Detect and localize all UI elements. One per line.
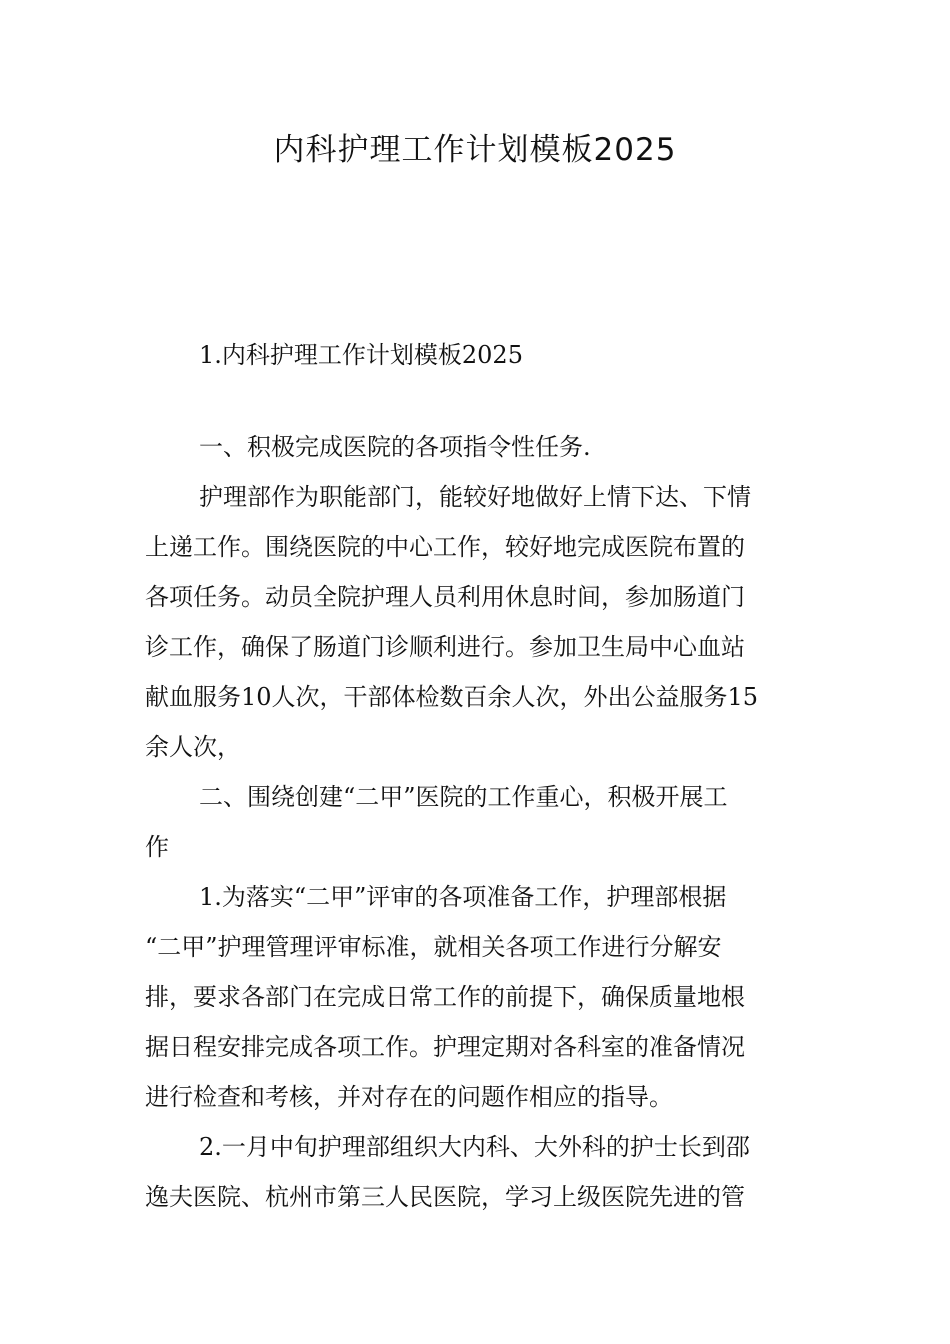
spacer [145,380,810,422]
paragraph-line: 余人次， [145,733,241,761]
paragraph-line: 诊工作，确保了肠道门诊顺利进行。参加卫生局中心血站 [145,633,745,661]
paragraph-line: “二甲”护理管理评审标准，就相关各项工作进行分解安 [145,933,722,961]
document-title: 内科护理工作计划模板2025 [273,132,677,168]
paragraph-line: 作 [145,833,169,861]
paragraph-line: 进行检查和考核，并对存在的问题作相应的指导。 [145,1083,673,1111]
section-heading-one: 一、积极完成医院的各项指令性任务. [199,433,591,461]
paragraph-line: 各项任务。动员全院护理人员利用休息时间，参加肠道门 [145,583,745,611]
paragraph-line: 排，要求各部门在完成日常工作的前提下，确保质量地根 [145,983,745,1011]
paragraph-line: 献血服务10人次，干部体检数百余人次，外出公益服务15 [145,683,759,711]
paragraph-line: 2.一月中旬护理部组织大内科、大外科的护士长到邵 [199,1133,750,1161]
paragraph-line: 据日程安排完成各项工作。护理定期对各科室的准备情况 [145,1033,745,1061]
section-heading-two: 二、围绕创建“二甲”医院的工作重心，积极开展工 [199,783,728,811]
document-body [145,330,810,1222]
paragraph-line: 上递工作。围绕医院的中心工作，较好地完成医院布置的 [145,533,745,561]
paragraph-line: 护理部作为职能部门，能较好地做好上情下达、下情 [199,483,751,511]
paragraph-line: 1.为落实“二甲”评审的各项准备工作，护理部根据 [199,883,727,911]
section-heading-1: 1.内科护理工作计划模板2025 [199,341,523,369]
paragraph-line: 逸夫医院、杭州市第三人民医院，学习上级医院先进的管 [145,1183,745,1211]
